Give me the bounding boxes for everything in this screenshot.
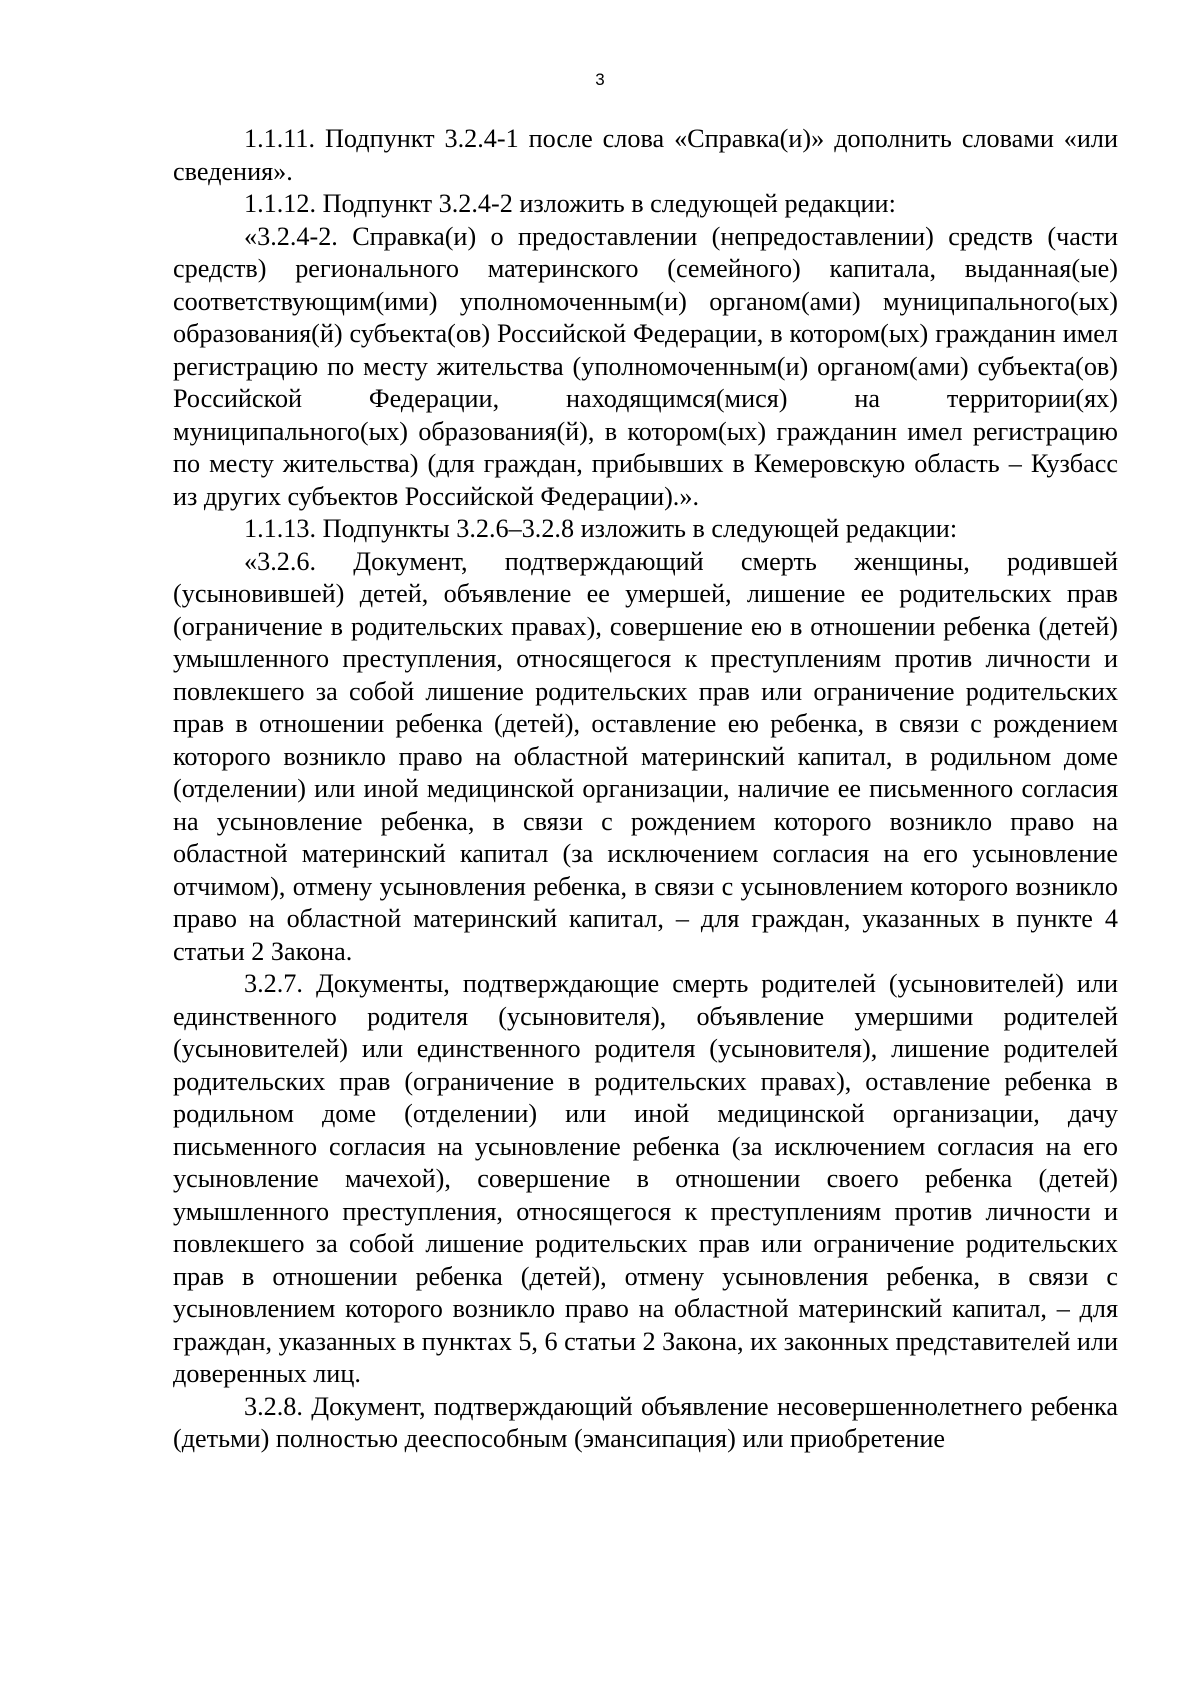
document-body (173, 123, 1118, 1456)
paragraph-1-1-12: 1.1.12. Подпункт 3.2.4-2 изложить в следующей редакции: (244, 189, 896, 218)
paragraph-1-1-13: 1.1.13. Подпункты 3.2.6–3.2.8 изложить в следующей редакции: (244, 514, 958, 543)
paragraph-3-2-8: 3.2.8. Документ, подтверждающий объявление несовершеннолетнего ребенка (детьми) полностью дееспособным (эмансипация) или приобретение (173, 1391, 1118, 1453)
paragraph-3-2-7: 3.2.7. Документы, подтверждающие смерть родителей (усыновителей) или единственного родителя (усыновителя), объявление умершими родителей (усыновителей) или единственного родителя (усыновителя), лишение родителей родительских прав (ограничение в родительских правах), оставление ребенка в родильном доме (отделении) или иной медицинской организации, дачу письменного согласия на усыновление ребенка (за исключением согласия на его усыновление мачехой), совершение в отношении своего ребенка (детей) умышленного преступления, относящегося к преступлениям против личности и повлекшего за собой лишение родительских прав или ограничение родительских прав в отношении ребенка (детей), отмену усыновления ребенка, в связи с усыновлением которого возникло право на областной материнский капитал, – для граждан, указанных в пунктах 5, 6 статьи 2 Закона, их законных представителей или доверенных лиц. (173, 969, 1118, 1388)
paragraph-1-1-11: 1.1.11. Подпункт 3.2.4-1 после слова «Справка(и)» дополнить словами «или сведения». (173, 124, 1118, 186)
page-number: 3 (595, 70, 605, 89)
paragraph-3-2-4-2: «3.2.4-2. Справка(и) о предоставлении (непредоставлении) средств (части средств) регионального материнского (семейного) капитала, выданная(ые) соответствующим(ими) уполномоченным(и) органом(ами) муниципального(ых) образования(й) субъекта(ов) Российской Федерации, в котором(ых) гражданин имел регистрацию по месту жительства (уполномоченным(и) органом(ами) субъекта(ов) Российской Федерации, находящимся(мися) на территории(ях) муниципального(ых) образования(й), в котором(ых) гражданин имел регистрацию по месту жительства) (для граждан, прибывших в Кемеровскую область – Кузбасс из других субъектов Российской Федерации).». (173, 221, 1118, 511)
paragraph-3-2-6: «3.2.6. Документ, подтверждающий смерть женщины, родившей (усыновившей) детей, объявление ее умершей, лишение ее родительских прав (ограничение в родительских правах), совершение ею в отношении ребенка (детей) умышленного преступления, относящегося к преступлениям против личности и повлекшего за собой лишение родительских прав или ограничение родительских прав в отношении ребенка (детей), оставление ею ребенка, в связи с рождением которого возникло право на областной материнский капитал, в родильном доме (отделении) или иной медицинской организации, наличие ее письменного согласия на усыновление ребенка, в связи с рождением которого возникло право на областной материнский капитал (за исключением согласия на его усыновление отчимом), отмену усыновления ребенка, в связи с усыновлением которого возникло право на областной материнский капитал, – для граждан, указанных в пункте 4 статьи 2 Закона. (173, 546, 1118, 966)
